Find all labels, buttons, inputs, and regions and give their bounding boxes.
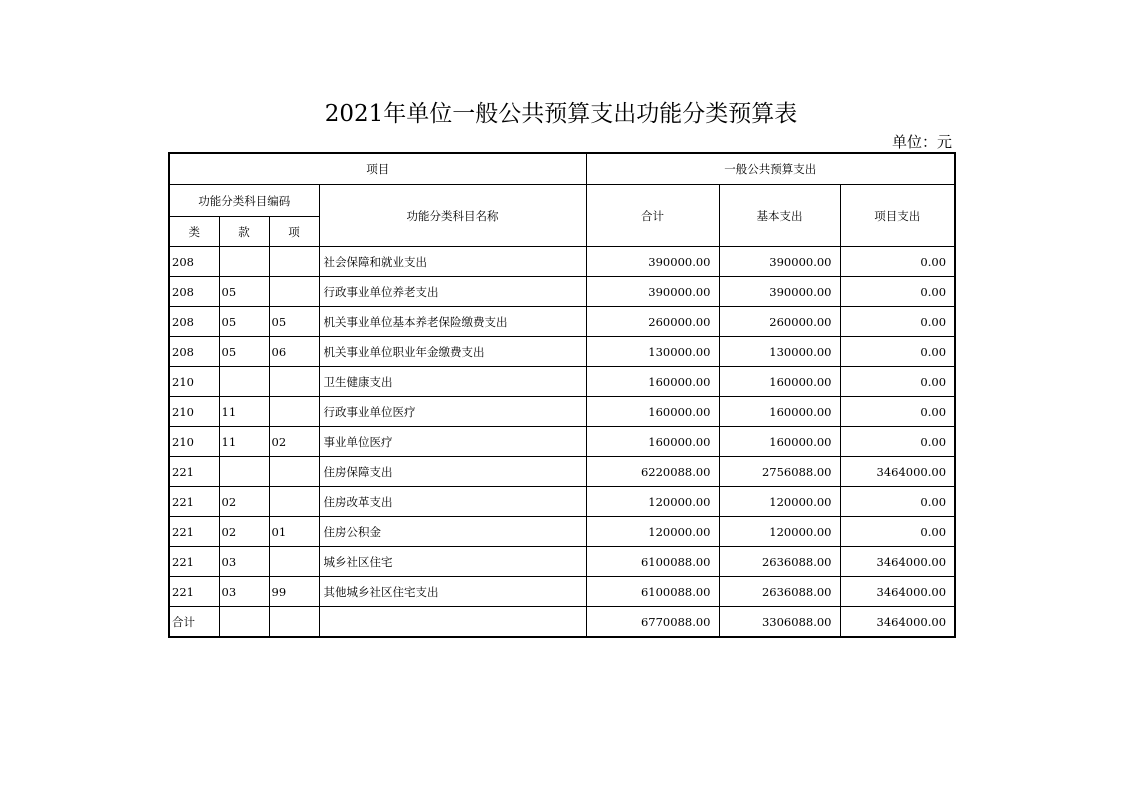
cell-kuan: 11	[219, 397, 269, 427]
cell-item: 0.00	[840, 397, 955, 427]
cell-basic: 390000.00	[719, 277, 840, 307]
cell-kuan: 03	[219, 547, 269, 577]
cell-item: 0.00	[840, 307, 955, 337]
cell-xiang	[269, 367, 319, 397]
cell-total: 160000.00	[586, 397, 719, 427]
cell-basic: 2636088.00	[719, 547, 840, 577]
total-basic: 3306088.00	[719, 607, 840, 638]
cell-basic: 2756088.00	[719, 457, 840, 487]
cell-item: 3464000.00	[840, 457, 955, 487]
total-empty-cell	[219, 607, 269, 638]
cell-basic: 130000.00	[719, 337, 840, 367]
cell-kuan: 05	[219, 277, 269, 307]
total-row	[169, 607, 955, 638]
cell-lei: 221	[169, 517, 219, 547]
table-row	[169, 367, 955, 397]
cell-name: 卫生健康支出	[319, 367, 586, 397]
table-row	[169, 517, 955, 547]
cell-item: 0.00	[840, 337, 955, 367]
cell-name: 住房保障支出	[319, 457, 586, 487]
cell-xiang	[269, 277, 319, 307]
cell-name: 城乡社区住宅	[319, 547, 586, 577]
header-lei: 类	[169, 217, 219, 247]
cell-xiang	[269, 397, 319, 427]
cell-name: 机关事业单位基本养老保险缴费支出	[319, 307, 586, 337]
table-row	[169, 487, 955, 517]
cell-basic: 2636088.00	[719, 577, 840, 607]
cell-xiang: 05	[269, 307, 319, 337]
cell-lei: 210	[169, 367, 219, 397]
unit-label: 单位：元	[891, 133, 952, 151]
cell-basic: 120000.00	[719, 487, 840, 517]
cell-item: 0.00	[840, 427, 955, 457]
cell-lei: 208	[169, 337, 219, 367]
header-project: 项目	[169, 153, 586, 185]
cell-xiang	[269, 457, 319, 487]
header-item: 项目支出	[840, 185, 955, 247]
total-empty-cell	[319, 607, 586, 638]
cell-total: 160000.00	[586, 427, 719, 457]
total-label: 合计	[169, 607, 219, 638]
cell-xiang	[269, 547, 319, 577]
cell-basic: 260000.00	[719, 307, 840, 337]
cell-basic: 160000.00	[719, 427, 840, 457]
cell-name: 事业单位医疗	[319, 427, 586, 457]
cell-total: 6100088.00	[586, 577, 719, 607]
cell-kuan: 05	[219, 307, 269, 337]
cell-item: 0.00	[840, 247, 955, 277]
cell-kuan	[219, 247, 269, 277]
header-xiang: 项	[269, 217, 319, 247]
cell-total: 6220088.00	[586, 457, 719, 487]
table-row	[169, 547, 955, 577]
header-kuan: 款	[219, 217, 269, 247]
cell-xiang: 06	[269, 337, 319, 367]
cell-lei: 210	[169, 397, 219, 427]
cell-xiang: 01	[269, 517, 319, 547]
cell-kuan: 02	[219, 487, 269, 517]
cell-lei: 208	[169, 277, 219, 307]
cell-basic: 120000.00	[719, 517, 840, 547]
cell-name: 住房公积金	[319, 517, 586, 547]
cell-item: 0.00	[840, 487, 955, 517]
cell-name: 住房改革支出	[319, 487, 586, 517]
cell-item: 3464000.00	[840, 547, 955, 577]
cell-lei: 221	[169, 487, 219, 517]
header-func-name: 功能分类科目名称	[319, 185, 586, 247]
table-row	[169, 397, 955, 427]
header-func-code: 功能分类科目编码	[169, 185, 319, 217]
cell-kuan: 03	[219, 577, 269, 607]
cell-name: 社会保障和就业支出	[319, 247, 586, 277]
cell-xiang	[269, 247, 319, 277]
cell-name: 行政事业单位医疗	[319, 397, 586, 427]
total-item: 3464000.00	[840, 607, 955, 638]
header-row-1	[169, 153, 955, 185]
cell-name: 其他城乡社区住宅支出	[319, 577, 586, 607]
cell-basic: 160000.00	[719, 397, 840, 427]
cell-total: 130000.00	[586, 337, 719, 367]
cell-item: 0.00	[840, 367, 955, 397]
cell-kuan: 02	[219, 517, 269, 547]
table-row	[169, 577, 955, 607]
budget-table	[168, 152, 956, 638]
cell-name: 机关事业单位职业年金缴费支出	[319, 337, 586, 367]
cell-lei: 210	[169, 427, 219, 457]
cell-total: 390000.00	[586, 277, 719, 307]
header-basic: 基本支出	[719, 185, 840, 247]
cell-lei: 221	[169, 547, 219, 577]
cell-total: 120000.00	[586, 487, 719, 517]
cell-kuan	[219, 367, 269, 397]
cell-lei: 208	[169, 247, 219, 277]
cell-xiang	[269, 487, 319, 517]
table-row	[169, 427, 955, 457]
cell-xiang: 99	[269, 577, 319, 607]
header-general-budget: 一般公共预算支出	[586, 153, 955, 185]
cell-lei: 221	[169, 577, 219, 607]
cell-total: 160000.00	[586, 367, 719, 397]
header-row-2	[169, 185, 955, 217]
table-row	[169, 337, 955, 367]
cell-basic: 390000.00	[719, 247, 840, 277]
cell-total: 390000.00	[586, 247, 719, 277]
cell-xiang: 02	[269, 427, 319, 457]
cell-total: 260000.00	[586, 307, 719, 337]
cell-item: 3464000.00	[840, 577, 955, 607]
table-row	[169, 457, 955, 487]
total-sum: 6770088.00	[586, 607, 719, 638]
table-row	[169, 307, 955, 337]
cell-lei: 208	[169, 307, 219, 337]
page-title: 2021年单位一般公共预算支出功能分类预算表	[324, 101, 798, 127]
cell-item: 0.00	[840, 517, 955, 547]
cell-total: 120000.00	[586, 517, 719, 547]
cell-kuan: 05	[219, 337, 269, 367]
cell-name: 行政事业单位养老支出	[319, 277, 586, 307]
table-row	[169, 277, 955, 307]
cell-kuan: 11	[219, 427, 269, 457]
header-total: 合计	[586, 185, 719, 247]
cell-total: 6100088.00	[586, 547, 719, 577]
cell-basic: 160000.00	[719, 367, 840, 397]
table-row	[169, 247, 955, 277]
cell-lei: 221	[169, 457, 219, 487]
total-empty-cell	[269, 607, 319, 638]
cell-kuan	[219, 457, 269, 487]
cell-item: 0.00	[840, 277, 955, 307]
